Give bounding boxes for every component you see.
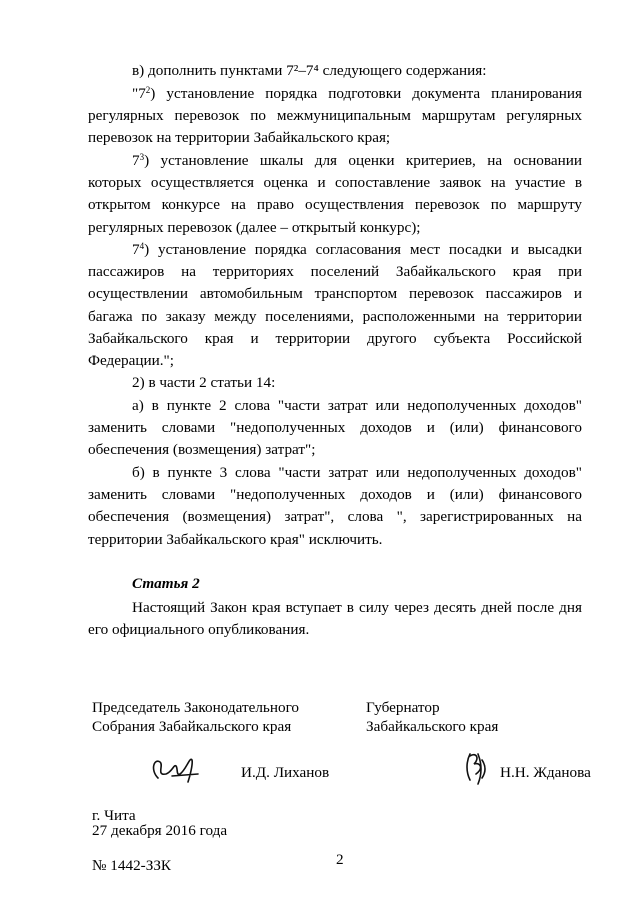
item-lead: 7 xyxy=(132,152,140,169)
paragraph-subitem-b: б) в пункте 3 слова "части затрат или недополученных доходов" заменить словами "недополученных доходов и (или) финансового обеспечения (возмещения) затрат", слова ", зарегистрированных на территории Забайкальского края" исключить. xyxy=(88,464,582,548)
item-text: ) установление шкалы для оценки критериев, на основании которых осуществляется оценка и сопоставление заявок на участие в открытом конкурсе на право осуществления перевозок по маршруту регулярных перевозок (далее – открытый конкурс); xyxy=(88,152,582,236)
right-signer-name: Н.Н. Жданова xyxy=(500,764,591,781)
right-title-line2: Забайкальского края xyxy=(366,718,499,735)
article-heading: Статья 2 xyxy=(132,575,200,592)
item-superscript: 3 xyxy=(139,152,145,162)
left-signer-name: И.Д. Лиханов xyxy=(241,764,330,781)
item-text: ) установление порядка согласования мест посадки и высадки пассажиров на территориях поселений Забайкальского края при осуществлении автомобильным транспортом перевозок пассажиров и багажа по заказу между поселениями, расположенными на территории Забайкальского края и территории другого субъекта Российской Федерации."; xyxy=(88,241,582,370)
right-title-line1: Губернатор xyxy=(366,699,440,716)
left-signature-icon xyxy=(146,752,202,788)
right-title xyxy=(366,698,498,736)
left-title-line1: Председатель Законодательного xyxy=(92,699,300,716)
paragraph-item-7-4 xyxy=(88,239,582,372)
paragraph-part-2: 2) в части 2 статьи 14: xyxy=(132,374,276,391)
item-text: ) установление порядка подготовки документа планирования регулярных перевозок по межмуниципальным маршрутам регулярных перевозок на территории Забайкальского края; xyxy=(88,85,582,147)
law-number: № 1442-ЗЗК xyxy=(92,857,172,874)
item-lead: 7 xyxy=(132,241,140,258)
left-title-line2: Собрания Забайкальского края xyxy=(92,718,292,735)
left-title xyxy=(92,698,299,736)
paragraph-item-7-3 xyxy=(88,150,582,239)
paragraph-item-7-2 xyxy=(88,83,582,150)
item-superscript: 2 xyxy=(145,85,151,95)
article-text: Настоящий Закон края вступает в силу через десять дней после дня его официального опубликования. xyxy=(88,599,582,639)
right-signature-icon xyxy=(456,748,496,788)
paragraph-subitem-a: а) в пункте 2 слова "части затрат или недополученных доходов" заменить словами "недополученных доходов и (или) финансового обеспечения (возмещения) затрат"; xyxy=(88,397,582,459)
item-lead: "7 xyxy=(132,85,146,102)
city: г. Чита xyxy=(92,807,136,824)
date: 27 декабря 2016 года xyxy=(92,822,228,839)
page-number: 2 xyxy=(336,851,344,868)
paragraph-intro: в) дополнить пунктами 7²–7⁴ следующего содержания: xyxy=(132,62,487,79)
item-superscript: 4 xyxy=(139,241,145,251)
